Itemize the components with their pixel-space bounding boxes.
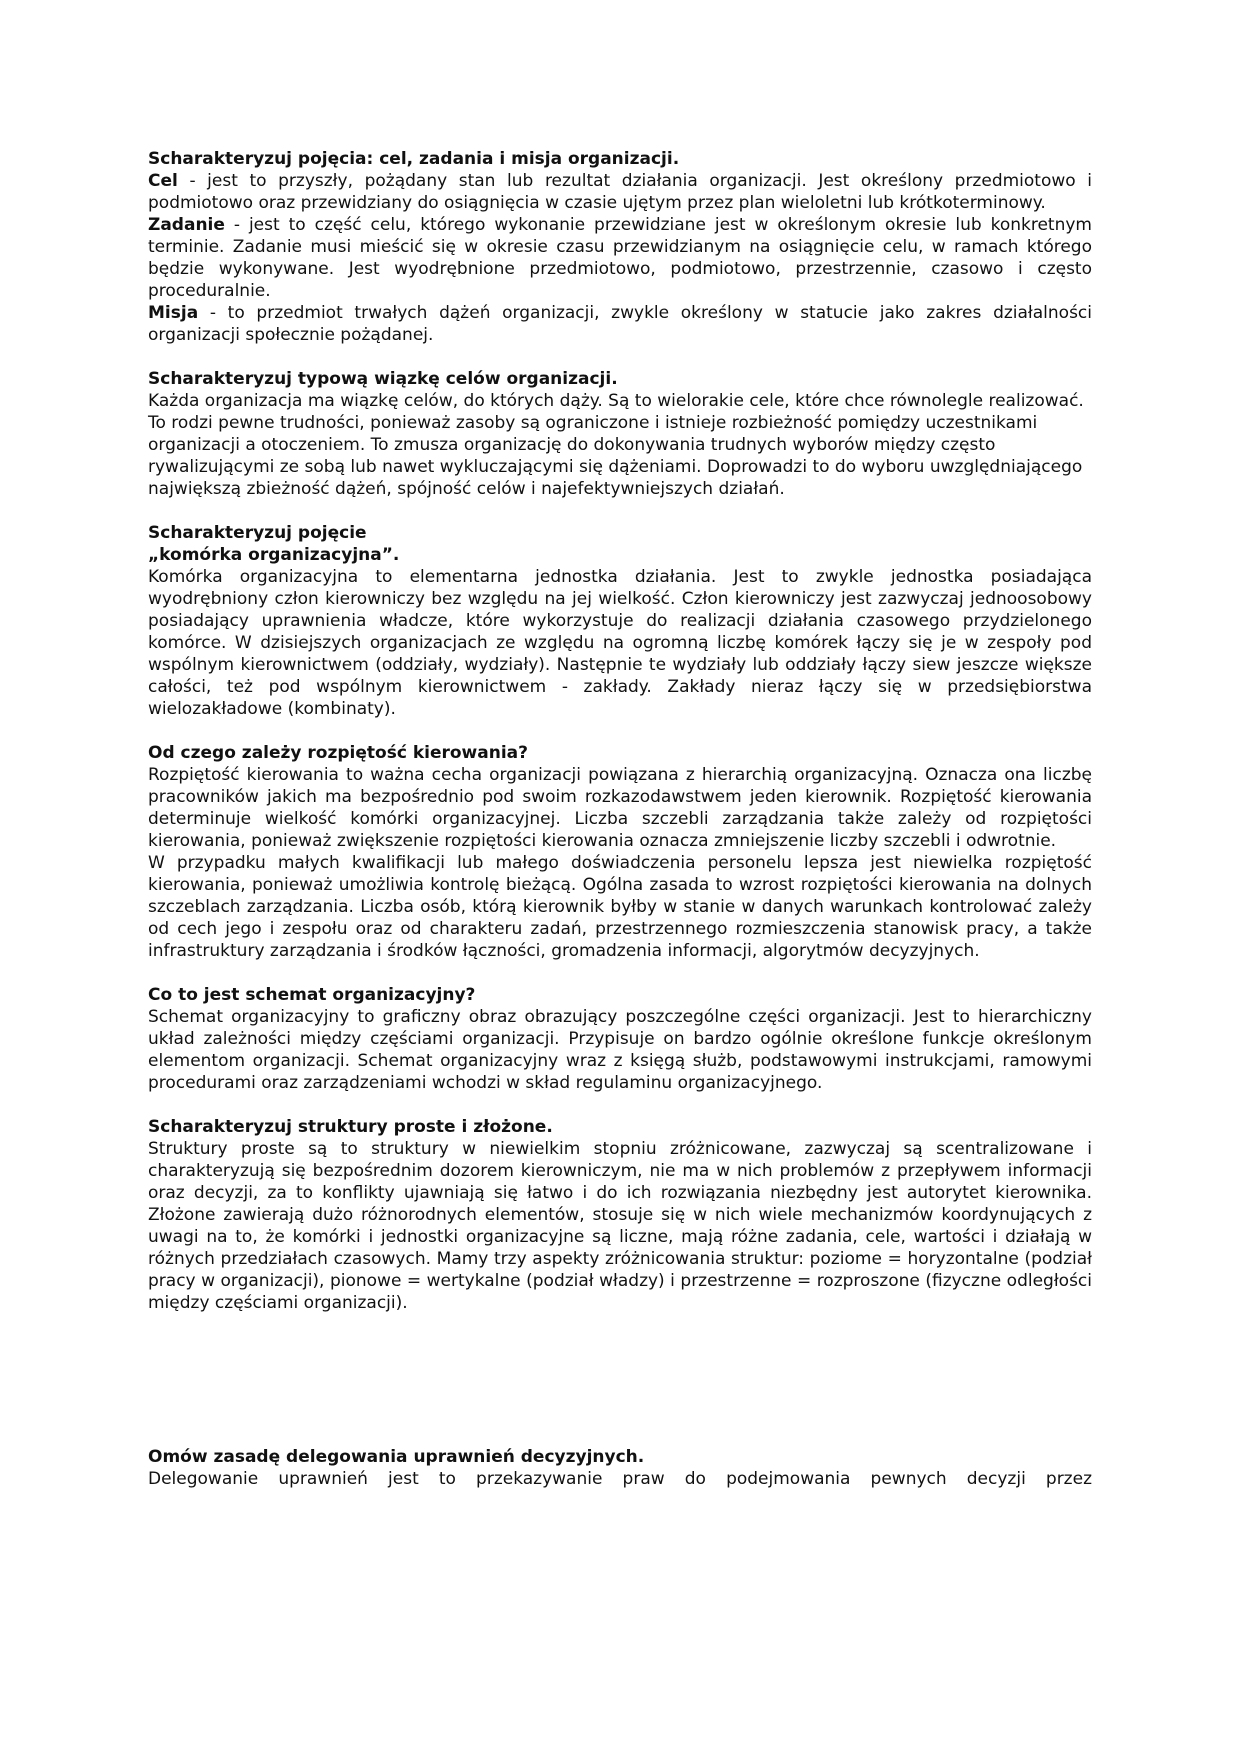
paragraph: Każda organizacja ma wiązkę celów, do których dąży. Są to wielorakie cele, które chce równolegle realizować. To rodzi pewne trudności, ponieważ zasoby są ograniczone i istnieje rozbieżność pomiędzy uczestnikami organizacji a otoczeniem. To zmusza organizację do dokonywania trudnych wyborów między często rywalizującymi ze sobą lub nawet wykluczającymi się dążeniami. Doprowadzi to do wyboru uwzględniającego największą zbieżność dążeń, spójność celów i najefektywniejszych działań. <box>148 391 1084 499</box>
section-heading: Od czego zależy rozpiętość kierowania? <box>148 743 528 763</box>
blank-space <box>148 1336 1092 1446</box>
definition-zadanie <box>148 214 1092 302</box>
paragraph: Struktury proste są to struktury w niewielkim stopniu zróżnicowane, zazwyczaj są scentralizowane i charakteryzują się bezpośrednim dozorem kierowniczym, nie ma w nich problemów z przepływem informacji oraz decyzji, za to konflikty ujawniają się łatwo i do ich rozwiązania niezbędny jest autorytet kierownika. Złożone zawierają dużo różnorodnych elementów, stosuje się w nich wiele mechanizmów koordynujących z uwagi na to, że komórki i jednostki organizacyjne są liczne, mają różne zadania, cele, wartości i działają w różnych przedziałach czasowych. Mamy trzy aspekty zróżnicowania struktur: poziome = horyzontalne (podział pracy w organizacji), pionowe = wertykalne (podział władzy) i przestrzenne = rozproszone (fizyczne odległości między częściami organizacji). <box>148 1139 1092 1313</box>
section-delegowanie-uprawnien <box>148 1446 1092 1490</box>
section-heading: Scharakteryzuj pojęcia: cel, zadania i misja organizacji. <box>148 149 680 169</box>
section-schemat-organizacyjny <box>148 984 1092 1094</box>
section-cel-zadania-misja <box>148 148 1092 346</box>
section-heading: Co to jest schemat organizacyjny? <box>148 985 476 1005</box>
paragraph: Schemat organizacyjny to graficzny obraz obrazujący poszczególne części organizacji. Jest to hierarchiczny układ zależności między częściami organizacji. Przypisuje on bardzo ogólnie określone funkcje określonym elementom organizacji. Schemat organizacyjny wraz z księgą służb, podstawowymi instrukcjami, ramowymi procedurami oraz zarządzeniami wchodzi w skład regulaminu organizacyjnego. <box>148 1007 1092 1093</box>
definition-term: Misja <box>148 303 199 323</box>
definition-text: - jest to przyszły, pożądany stan lub rezultat działania organizacji. Jest określony przedmiotowo i podmiotowo oraz przewidziany do osiągnięcia w czasie ujętym przez plan wieloletni lub krótkoterminowy. <box>148 171 1092 213</box>
section-komorka-organizacyjna <box>148 522 1092 720</box>
definition-text: - to przedmiot trwałych dążeń organizacji, zwykle określony w statucie jako zakres działalności organizacji społecznie pożądanej. <box>148 303 1092 345</box>
section-heading-line: Scharakteryzuj pojęcie <box>148 523 367 543</box>
definition-term: Cel <box>148 171 178 191</box>
section-wiazka-celow <box>148 368 1092 500</box>
paragraph: Komórka organizacyjna to elementarna jednostka działania. Jest to zwykle jednostka posiadająca wyodrębniony człon kierowniczy bez względu na jej wielkość. Człon kierowniczy jest zazwyczaj jednoosobowy posiadający uprawnienia władcze, które wykorzystuje do realizacji działania czasowego przydzielonego komórce. W dzisiejszych organizacjach ze względu na ogromną liczbę komórek łączy się je w zespoły pod wspólnym kierownictwem (oddziały, wydziały). Następnie te wydziały lub oddziały łączy siew jeszcze większe całości, też pod wspólnym kierownictwem - zakłady. Zakłady nieraz łączy się w przedsiębiorstwa wielozakładowe (kombinaty). <box>148 567 1092 719</box>
definition-cel <box>148 170 1092 214</box>
section-rozpietosc-kierowania <box>148 742 1092 962</box>
definition-term: Zadanie <box>148 215 225 235</box>
definition-misja <box>148 302 1092 346</box>
paragraph: W przypadku małych kwalifikacji lub małego doświadczenia personelu lepsza jest niewielka rozpiętość kierowania, ponieważ umożliwia kontrolę bieżącą. Ogólna zasada to wzrost rozpiętości kierowania na dolnych szczeblach zarządzania. Liczba osób, którą kierownik byłby w stanie w danych warunkach kontrolować zależy od cech jego i zespołu oraz od charakteru zadań, przestrzennego rozmieszczenia stanowisk pracy, a także infrastruktury zarządzania i środków łączności, gromadzenia informacji, algorytmów decyzyjnych. <box>148 853 1092 961</box>
section-struktury-proste-zlozone <box>148 1116 1092 1314</box>
definition-text: - jest to część celu, którego wykonanie przewidziane jest w określonym okresie lub konkretnym terminie. Zadanie musi mieścić się w okresie czasu przewidzianym na osiągnięcie celu, w ramach którego będzie wykonywane. Jest wyodrębnione przedmiotowo, podmiotowo, przestrzennie, czasowo i często proceduralnie. <box>148 215 1092 301</box>
section-heading-line: „komórka organizacyjna”. <box>148 545 400 565</box>
section-heading: Scharakteryzuj struktury proste i złożone. <box>148 1117 553 1137</box>
paragraph: Delegowanie uprawnień jest to przekazywanie praw do podejmowania pewnych decyzji przez <box>148 1469 1092 1489</box>
paragraph: Rozpiętość kierowania to ważna cecha organizacji powiązana z hierarchią organizacyjną. Oznacza ona liczbę pracowników jakich ma bezpośrednio pod swoim rozkazodawstwem jeden kierownik. Rozpiętość kierowania determinuje wielkość komórki organizacyjnej. Liczba szczebli zarządzania także zależy od rozpiętości kierowania, ponieważ zwiększenie rozpiętości kierowania oznacza zmniejszenie liczby szczebli i odwrotnie. <box>148 765 1092 851</box>
section-heading: Omów zasadę delegowania uprawnień decyzyjnych. <box>148 1447 645 1467</box>
section-heading: Scharakteryzuj typową wiązkę celów organizacji. <box>148 369 618 389</box>
document-body <box>148 148 1092 1512</box>
